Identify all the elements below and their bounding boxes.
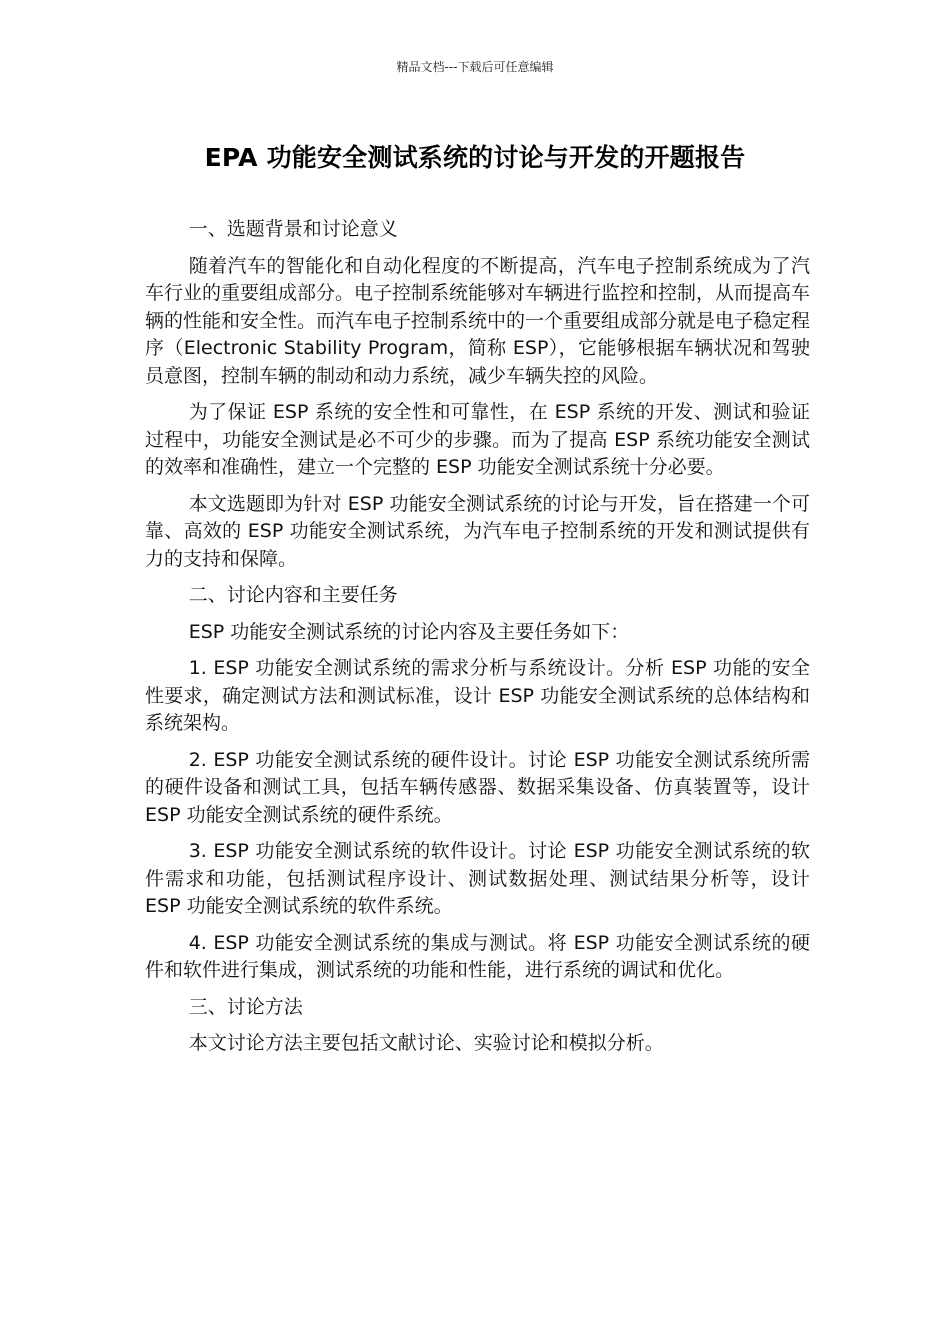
paragraph: 本文讨论方法主要包括文献讨论、实验讨论和模拟分析。 [188, 1032, 664, 1054]
list-item: 4. ESP 功能安全测试系统的集成与测试。将 ESP 功能安全测试系统的硬件和软件进行集成，测试系统的功能和性能，进行系统的调试和优化。 [145, 931, 810, 981]
page-title: EPA 功能安全测试系统的讨论与开发的开题报告 [204, 143, 746, 172]
section-heading-content: 二、讨论内容和主要任务 [188, 584, 398, 606]
paragraph: 随着汽车的智能化和自动化程度的不断提高，汽车电子控制系统成为了汽车行业的重要组成部分。电子控制系统能够对车辆进行监控和控制，从而提高车辆的性能和安全性。而汽车电子控制系统中的一个重要组成部分就是电子稳定程序（Electronic Stability Program，简称 ESP），它能够根据车辆状况和驾驶员意图，控制车辆的制动和动力系统，减少车辆失控的风险。 [145, 254, 811, 387]
paragraph: ESP 功能安全测试系统的讨论内容及主要任务如下： [188, 620, 630, 643]
paragraph: 为了保证 ESP 系统的安全性和可靠性，在 ESP 系统的开发、测试和验证过程中，功能安全测试是必不可少的步骤。而为了提高 ESP 系统功能安全测试的效率和准确性，建立一个完整的 ESP 功能安全测试系统十分必要。 [145, 401, 810, 478]
section-heading-method: 三、讨论方法 [188, 995, 303, 1018]
document-body [145, 216, 810, 1067]
header-note: 精品文档---下载后可任意编辑 [396, 60, 554, 74]
list-item: 1. ESP 功能安全测试系统的需求分析与系统设计。分析 ESP 功能的安全性要求，确定测试方法和测试标准，设计 ESP 功能安全测试系统的总体结构和系统架构。 [145, 657, 810, 734]
list-item: 3. ESP 功能安全测试系统的软件设计。讨论 ESP 功能安全测试系统的软件需求和功能，包括测试程序设计、测试数据处理、测试结果分析等，设计 ESP 功能安全测试系统的软件系统。 [145, 840, 810, 917]
list-item: 2. ESP 功能安全测试系统的硬件设计。讨论 ESP 功能安全测试系统所需的硬件设备和测试工具，包括车辆传感器、数据采集设备、仿真装置等，设计 ESP 功能安全测试系统的硬件系统。 [145, 748, 810, 826]
section-heading-background: 一、选题背景和讨论意义 [188, 218, 398, 240]
paragraph: 本文选题即为针对 ESP 功能安全测试系统的讨论与开发，旨在搭建一个可靠、高效的 ESP 功能安全测试系统，为汽车电子控制系统的开发和测试提供有力的支持和保障。 [145, 492, 810, 570]
